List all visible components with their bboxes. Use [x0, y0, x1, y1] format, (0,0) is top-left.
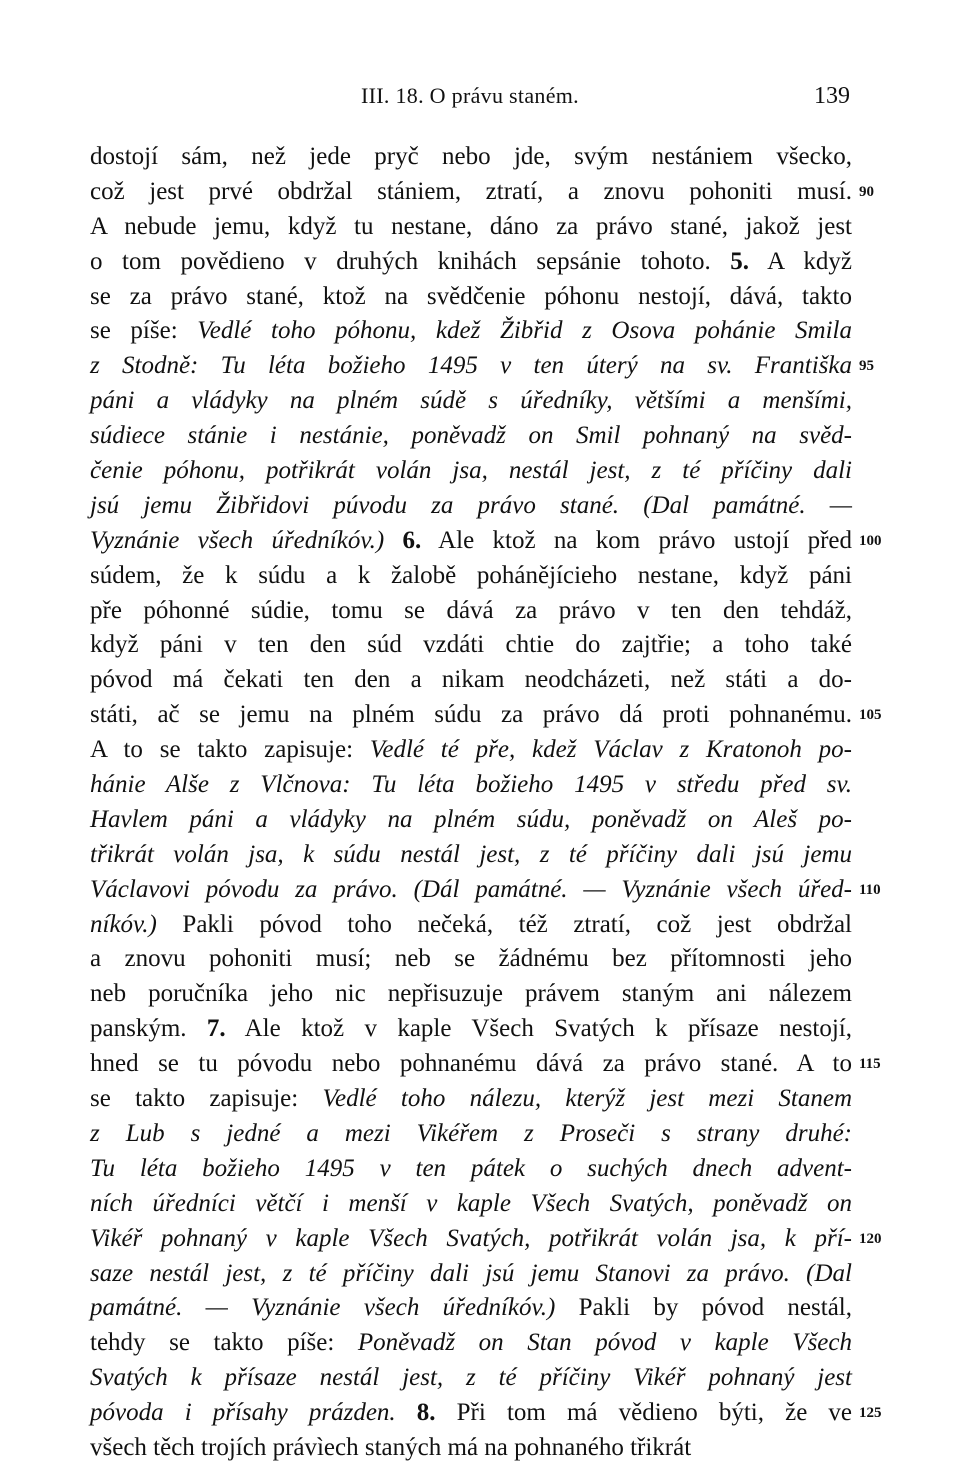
section-number: 8.	[416, 1399, 436, 1427]
text-segment: z Stodně: Tu léta božieho 1495 v ten úterý na sv. Františka	[90, 352, 852, 380]
text-segment: A když	[749, 247, 852, 275]
text-segment: Vyznánie všech úředníkóv.)	[90, 526, 403, 554]
text-segment: a znovu pohoniti musí; neb se žádnému bez přítomnosti jeho	[90, 945, 852, 973]
text-line	[90, 489, 852, 524]
text-line	[90, 1047, 881, 1082]
text-segment: o tom povědieno v druhých knihách sepsánie tohoto.	[90, 247, 731, 275]
text-segment: z Lub s jedné a mezi Vikéřem z Proseči s strany druhé:	[90, 1119, 852, 1147]
text-line	[90, 1326, 852, 1361]
text-segment: Vedlé toho póhonu, kdež Žibřid z Osova pohánie Smila	[197, 317, 852, 345]
text-segment: se píše:	[90, 317, 198, 345]
text-line	[90, 175, 874, 210]
text-segment: súdiece stánie i nestánie, poněvadž on Smil pohnaný na svěd-	[90, 422, 852, 450]
text-segment: panským.	[90, 1015, 207, 1043]
section-number: 7.	[206, 1015, 226, 1043]
text-segment: póvoda i přísahy prázden.	[90, 1399, 396, 1427]
page-header	[90, 80, 850, 112]
text-segment: póvod má čekati ten den a nikam neodcházeti, než státi a do-	[90, 666, 852, 694]
text-segment: třikrát volán jsa, k súdu nestál jest, z té příčiny dali jsú jemu	[90, 840, 852, 868]
text-segment: Tu léta božieho 1495 v ten pátek o suchých dnech advent-	[90, 1154, 852, 1182]
text-segment: súdem, že k súdu a k žalobě pohánějícieho nestane, když páni	[90, 561, 852, 589]
text-segment: Ale ktož v kaple Všech Svatých k přísaze nestojí,	[225, 1015, 852, 1043]
margin-line-number: 100	[859, 532, 882, 549]
text-line	[90, 628, 852, 663]
margin-line-number: 125	[859, 1405, 882, 1422]
text-line	[90, 698, 882, 733]
running-title: III. 18. O právu staném.	[361, 83, 579, 108]
text-segment: saze nestál jest, z té příčiny dali jsú jemu Stanovi za právo. (Dal	[90, 1259, 852, 1287]
text-segment: tehdy se takto píše:	[90, 1329, 358, 1357]
text-line	[90, 1361, 852, 1396]
text-line	[90, 140, 852, 175]
margin-line-number: 105	[859, 707, 882, 724]
text-segment: pře póhonné súdie, tomu se dává za právo v ten den tehdáž,	[90, 596, 852, 624]
text-segment: se takto zapisuje:	[90, 1085, 323, 1113]
text-line	[90, 803, 852, 838]
text-segment: památné. — Vyznánie všech úředníkóv.)	[90, 1294, 556, 1322]
text-line	[90, 1257, 852, 1292]
text-segment: hánie Alše z Vlčnova: Tu léta božieho 1495 v středu před sv.	[90, 771, 852, 799]
text-line	[90, 210, 852, 245]
text-segment: Havlem páni a vládyky na plném súdu, poněvadž on Aleš po-	[90, 805, 852, 833]
text-segment	[396, 1399, 417, 1426]
text-segment: Václavovi póvodu za právo. (Dál památné. — Vyznánie všech úřed-	[90, 875, 852, 903]
text-segment: A nebude jemu, když tu nestane, dáno za právo stané, jakož jest	[90, 212, 852, 240]
text-segment: čenie póhonu, potřikrát volán jsa, nestál jest, z té příčiny dali	[90, 457, 852, 485]
text-segment: Vedlé té pře, kdež Václav z Kratonoh po-	[369, 736, 852, 764]
text-segment: A to se takto zapisuje:	[90, 736, 370, 764]
text-line	[90, 942, 852, 977]
text-line	[90, 873, 881, 908]
text-line	[90, 733, 852, 768]
text-body	[90, 140, 882, 1466]
text-line	[90, 1291, 852, 1326]
text-segment: všech těch trojích právìech staných má na pohnaného třikrát	[90, 1433, 692, 1461]
text-line	[90, 349, 874, 384]
page-number: 139	[814, 83, 850, 109]
text-segment: Svatých k přísaze nestál jest, z té příčiny Vikéř pohnaný jest	[90, 1364, 852, 1392]
text-line	[90, 1152, 852, 1187]
text-line	[90, 384, 852, 419]
text-segment: dostojí sám, než jede pryč nebo jde, svým nestániem všecko,	[90, 143, 852, 170]
text-segment: Vikéř pohnaný v kaple Všech Svatých, potřikrát volán jsa, k pří-	[90, 1224, 852, 1252]
text-segment: jsú jemu Žibřidovi púvodu za právo stané. (Dal památné. —	[90, 491, 852, 519]
text-line	[90, 524, 882, 559]
margin-line-number: 90	[859, 183, 874, 200]
text-segment: páni a vládyky na plném súdě s úředníky, většími a menšími,	[90, 387, 852, 415]
text-segment: níkóv.)	[90, 910, 157, 938]
text-segment: státi, ač se jemu na plném súdu za právo dá proti pohnanému.	[90, 701, 852, 729]
text-line	[90, 280, 852, 315]
text-segment: což jest prvé obdržal stániem, ztratí, a znovu pohoniti musí.	[90, 177, 852, 205]
text-line	[90, 1012, 852, 1047]
text-line	[90, 1117, 852, 1152]
text-line	[90, 663, 852, 698]
text-line	[90, 838, 852, 873]
text-line	[90, 1431, 852, 1466]
text-line	[90, 908, 852, 943]
text-line	[90, 1222, 882, 1257]
text-line	[90, 977, 852, 1012]
text-segment: Poněvadž on Stan póvod v kaple Všech	[357, 1329, 852, 1357]
section-number: 6.	[402, 526, 422, 554]
text-line	[90, 594, 852, 629]
text-segment: Pakli póvod toho nečeká, též ztratí, což jest obdržal	[156, 910, 852, 938]
text-segment: Vedlé toho nálezu, kterýž jest mezi Stanem	[322, 1085, 852, 1113]
text-line	[90, 559, 852, 594]
text-segment: se za právo stané, ktož na svědčenie póhonu nestojí, dává, takto	[90, 282, 852, 310]
text-line	[90, 768, 852, 803]
text-segment: Ale ktož na kom právo ustojí před	[421, 526, 853, 554]
text-line	[90, 1396, 882, 1431]
text-segment: Pakli by póvod nestál,	[555, 1294, 852, 1322]
text-line	[90, 419, 852, 454]
section-number: 5.	[730, 247, 749, 275]
text-line	[90, 314, 852, 349]
text-line	[90, 1187, 852, 1222]
margin-line-number: 110	[859, 881, 881, 898]
margin-line-number: 115	[859, 1056, 881, 1073]
text-line	[90, 245, 852, 280]
text-segment: Při tom má vědieno býti, že ve	[435, 1399, 852, 1427]
margin-line-number: 95	[859, 358, 874, 375]
text-segment: ních úředníci větčí i menší v kaple Všech Svatých, poněvadž on	[90, 1189, 852, 1217]
text-segment: hned se tu póvodu nebo pohnanému dává za právo stané. A to	[90, 1050, 852, 1078]
text-segment: když páni v ten den súd vzdáti chtie do zajtřie; a toho také	[90, 631, 852, 659]
margin-line-number: 120	[859, 1230, 882, 1247]
text-segment: neb poručníka jeho nic nepřisuzuje právem staným ani nálezem	[90, 980, 852, 1008]
text-line	[90, 1082, 852, 1117]
text-line	[90, 454, 852, 489]
